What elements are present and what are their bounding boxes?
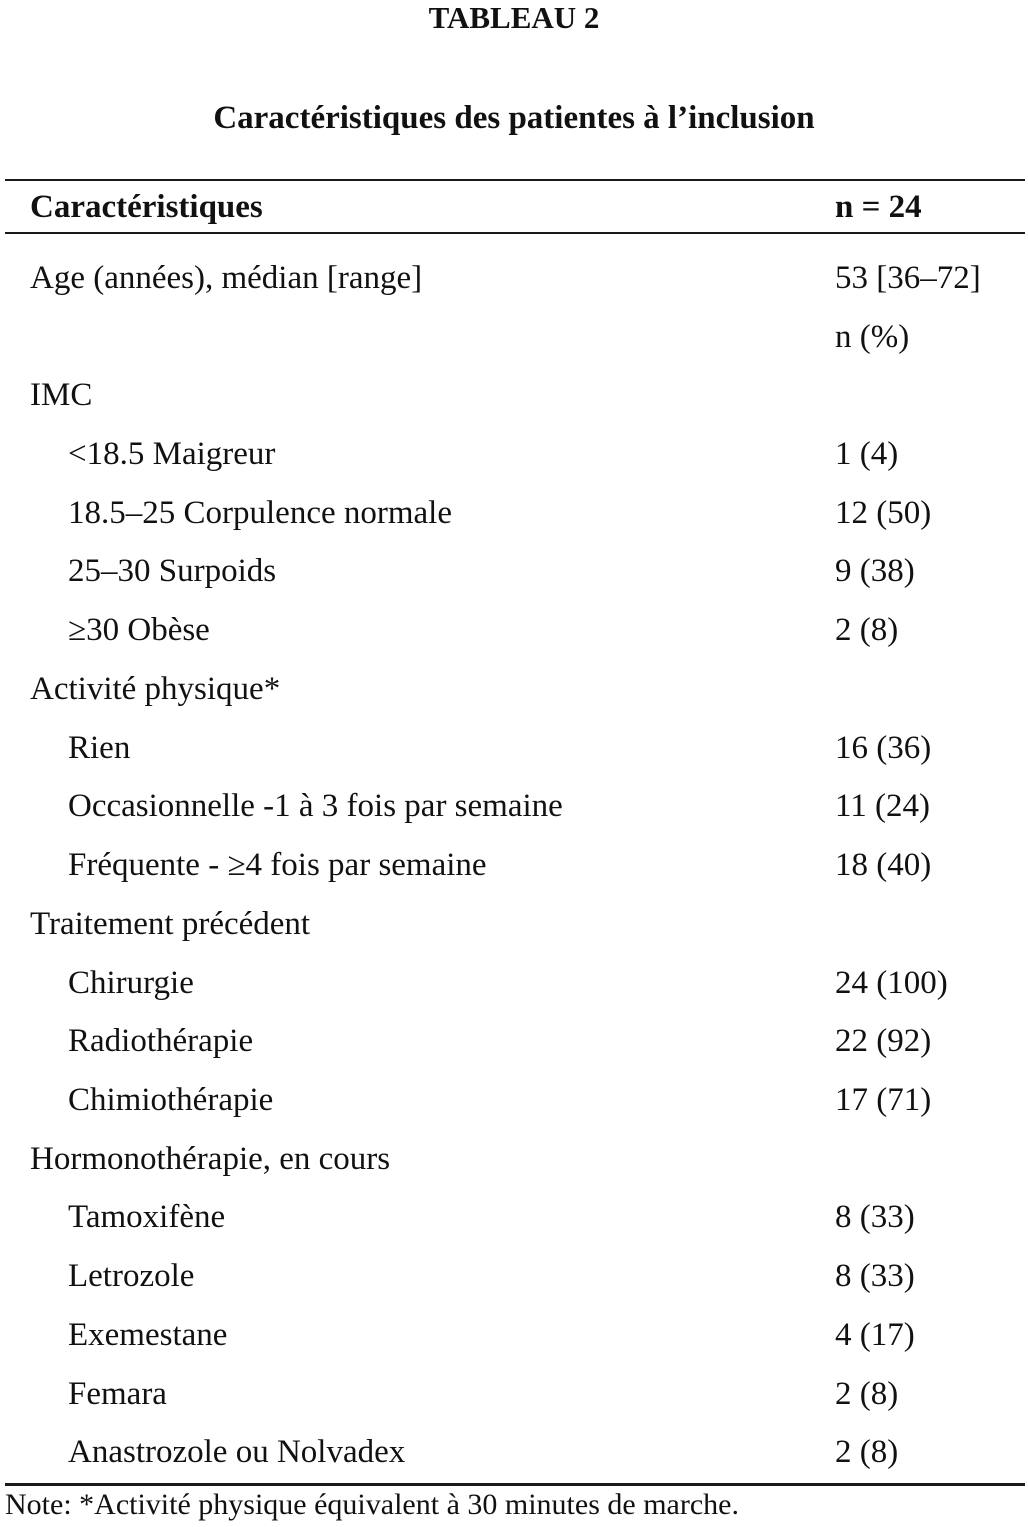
row-label-age: Age (années), médian [range]	[30, 260, 423, 296]
row-label-hormone: Hormonothérapie, en cours	[30, 1141, 391, 1177]
row-label-activity-2: Occasionnelle -1 à 3 fois par semaine	[68, 788, 563, 824]
row-label-treatment-2: Radiothérapie	[68, 1023, 254, 1059]
row-value-age: 53 [36–72]	[835, 260, 981, 296]
row-label-hormone-3: Exemestane	[68, 1317, 228, 1353]
table-label: TABLEAU 2	[428, 0, 600, 35]
row-value-hormone-4: 2 (8)	[835, 1376, 899, 1412]
top-rule	[5, 179, 1025, 181]
row-value-treatment-3: 17 (71)	[835, 1082, 932, 1118]
table-note: Note: *Activité physique équivalent à 30 minutes de marche.	[5, 1488, 739, 1521]
header-characteristic: Caractéristiques	[30, 189, 263, 225]
row-value-imc-1: 1 (4)	[835, 436, 899, 472]
header-rule	[5, 232, 1025, 234]
row-label-imc-2: 18.5–25 Corpulence normale	[68, 495, 452, 531]
row-value-imc-4: 2 (8)	[835, 612, 899, 648]
row-value-imc-2: 12 (50)	[835, 495, 932, 531]
row-value-activity-2: 11 (24)	[835, 788, 931, 824]
row-label-treatment: Traitement précédent	[30, 906, 311, 942]
row-value-treatment-2: 22 (92)	[835, 1023, 932, 1059]
row-value-hormone-5: 2 (8)	[835, 1434, 899, 1470]
row-label-imc-3: 25–30 Surpoids	[68, 553, 277, 589]
row-label-treatment-1: Chirurgie	[68, 965, 194, 1001]
row-label-imc-1: <18.5 Maigreur	[68, 436, 276, 472]
row-value-treatment-1: 24 (100)	[835, 965, 948, 1001]
row-label-activity: Activité physique*	[30, 671, 281, 707]
row-value-hormone-1: 8 (33)	[835, 1199, 915, 1235]
row-value-activity-1: 16 (36)	[835, 730, 932, 766]
row-label-activity-3: Fréquente - ≥4 fois par semaine	[68, 847, 487, 883]
row-value-hormone-3: 4 (17)	[835, 1317, 915, 1353]
row-label-treatment-3: Chimiothérapie	[68, 1082, 274, 1118]
row-label-activity-1: Rien	[68, 730, 131, 766]
row-value-hormone-2: 8 (33)	[835, 1258, 915, 1294]
header-value: n = 24	[835, 189, 922, 225]
row-label-hormone-5: Anastrozole ou Nolvadex	[68, 1434, 406, 1470]
row-value-activity-3: 18 (40)	[835, 847, 932, 883]
row-label-hormone-4: Femara	[68, 1376, 167, 1412]
row-value-imc-3: 9 (38)	[835, 553, 915, 589]
table-title: Caractéristiques des patientes à l’inclusion	[213, 100, 815, 136]
row-value-unit: n (%)	[835, 319, 910, 355]
row-label-hormone-2: Letrozole	[68, 1258, 195, 1294]
row-label-imc-4: ≥30 Obèse	[68, 612, 210, 648]
row-label-hormone-1: Tamoxifène	[68, 1199, 226, 1235]
row-label-imc: IMC	[30, 377, 93, 413]
